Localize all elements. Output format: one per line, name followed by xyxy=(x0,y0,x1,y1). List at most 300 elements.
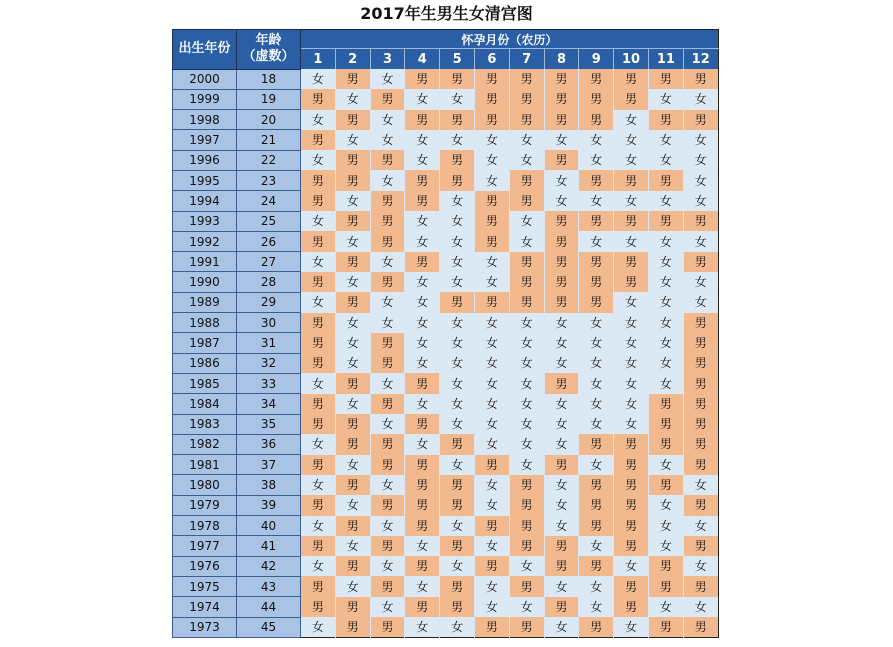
birth-year-cell: 1992 xyxy=(173,231,237,251)
boy-cell: 男 xyxy=(683,536,718,556)
age-cell: 29 xyxy=(237,292,301,312)
boy-cell: 男 xyxy=(440,292,475,312)
boy-cell: 男 xyxy=(474,617,509,637)
girl-cell: 女 xyxy=(440,191,475,211)
age-cell: 27 xyxy=(237,252,301,272)
girl-cell: 女 xyxy=(614,150,649,170)
girl-cell: 女 xyxy=(544,130,579,150)
girl-cell: 女 xyxy=(405,617,440,637)
boy-cell: 男 xyxy=(474,89,509,109)
girl-cell: 女 xyxy=(509,556,544,576)
boy-cell: 男 xyxy=(301,353,336,373)
girl-cell: 女 xyxy=(683,150,718,170)
boy-cell: 男 xyxy=(405,252,440,272)
boy-cell: 男 xyxy=(440,110,475,130)
boy-cell: 男 xyxy=(405,373,440,393)
age-cell: 40 xyxy=(237,516,301,536)
girl-cell: 女 xyxy=(683,89,718,109)
boy-cell: 男 xyxy=(544,272,579,292)
boy-cell: 男 xyxy=(648,110,683,130)
girl-cell: 女 xyxy=(301,617,336,637)
month-header-cell: 2 xyxy=(335,49,370,70)
girl-cell: 女 xyxy=(544,495,579,515)
girl-cell: 女 xyxy=(648,313,683,333)
age-cell: 21 xyxy=(237,130,301,150)
boy-cell: 男 xyxy=(440,536,475,556)
boy-cell: 男 xyxy=(440,170,475,190)
girl-cell: 女 xyxy=(509,130,544,150)
girl-cell: 女 xyxy=(579,597,614,617)
boy-cell: 男 xyxy=(648,576,683,596)
boy-cell: 男 xyxy=(683,373,718,393)
girl-cell: 女 xyxy=(509,434,544,454)
girl-cell: 女 xyxy=(405,292,440,312)
girl-cell: 女 xyxy=(440,516,475,536)
birth-year-cell: 1976 xyxy=(173,556,237,576)
boy-cell: 男 xyxy=(301,597,336,617)
girl-cell: 女 xyxy=(474,130,509,150)
boy-cell: 男 xyxy=(509,617,544,637)
boy-cell: 男 xyxy=(370,231,405,251)
boy-cell: 男 xyxy=(370,536,405,556)
table-row xyxy=(173,292,719,312)
boy-cell: 男 xyxy=(509,191,544,211)
boy-cell: 男 xyxy=(648,211,683,231)
boy-cell: 男 xyxy=(544,536,579,556)
girl-cell: 女 xyxy=(544,434,579,454)
girl-cell: 女 xyxy=(544,576,579,596)
boy-cell: 男 xyxy=(405,414,440,434)
birth-year-cell: 1980 xyxy=(173,475,237,495)
boy-cell: 男 xyxy=(683,110,718,130)
boy-cell: 男 xyxy=(509,536,544,556)
birth-year-cell: 1999 xyxy=(173,89,237,109)
boy-cell: 男 xyxy=(614,495,649,515)
girl-cell: 女 xyxy=(440,272,475,292)
girl-cell: 女 xyxy=(614,617,649,637)
boy-cell: 男 xyxy=(614,211,649,231)
girl-cell: 女 xyxy=(509,353,544,373)
boy-cell: 男 xyxy=(648,617,683,637)
boy-cell: 男 xyxy=(509,110,544,130)
girl-cell: 女 xyxy=(440,252,475,272)
boy-cell: 男 xyxy=(474,292,509,312)
girl-cell: 女 xyxy=(509,414,544,434)
girl-cell: 女 xyxy=(683,597,718,617)
girl-cell: 女 xyxy=(579,576,614,596)
birth-year-cell: 1990 xyxy=(173,272,237,292)
girl-cell: 女 xyxy=(370,313,405,333)
girl-cell: 女 xyxy=(301,475,336,495)
girl-cell: 女 xyxy=(405,576,440,596)
boy-cell: 男 xyxy=(440,495,475,515)
birth-year-cell: 1986 xyxy=(173,353,237,373)
girl-cell: 女 xyxy=(614,130,649,150)
boy-cell: 男 xyxy=(335,211,370,231)
girl-cell: 女 xyxy=(440,333,475,353)
girl-cell: 女 xyxy=(648,495,683,515)
boy-cell: 男 xyxy=(614,597,649,617)
girl-cell: 女 xyxy=(648,272,683,292)
girl-cell: 女 xyxy=(301,516,336,536)
boy-cell: 男 xyxy=(509,576,544,596)
boy-cell: 男 xyxy=(544,231,579,251)
month-header-cell: 8 xyxy=(544,49,579,70)
girl-cell: 女 xyxy=(683,170,718,190)
age-cell: 37 xyxy=(237,455,301,475)
table-row xyxy=(173,313,719,333)
girl-cell: 女 xyxy=(544,475,579,495)
boy-cell: 男 xyxy=(614,272,649,292)
boy-cell: 男 xyxy=(509,170,544,190)
boy-cell: 男 xyxy=(301,89,336,109)
girl-cell: 女 xyxy=(440,231,475,251)
girl-cell: 女 xyxy=(440,394,475,414)
boy-cell: 男 xyxy=(335,475,370,495)
age-cell: 44 xyxy=(237,597,301,617)
header-age-line1: 年龄 xyxy=(255,33,282,49)
girl-cell: 女 xyxy=(474,414,509,434)
girl-cell: 女 xyxy=(440,455,475,475)
boy-cell: 男 xyxy=(579,69,614,89)
girl-cell: 女 xyxy=(544,313,579,333)
boy-cell: 男 xyxy=(614,516,649,536)
girl-cell: 女 xyxy=(474,170,509,190)
boy-cell: 男 xyxy=(335,434,370,454)
girl-cell: 女 xyxy=(405,434,440,454)
boy-cell: 男 xyxy=(440,69,475,89)
girl-cell: 女 xyxy=(579,373,614,393)
table-row xyxy=(173,130,719,150)
girl-cell: 女 xyxy=(648,373,683,393)
age-cell: 39 xyxy=(237,495,301,515)
boy-cell: 男 xyxy=(474,211,509,231)
boy-cell: 男 xyxy=(683,313,718,333)
boy-cell: 男 xyxy=(614,89,649,109)
age-cell: 35 xyxy=(237,414,301,434)
girl-cell: 女 xyxy=(474,536,509,556)
girl-cell: 女 xyxy=(648,130,683,150)
girl-cell: 女 xyxy=(474,495,509,515)
table-row xyxy=(173,191,719,211)
boy-cell: 男 xyxy=(544,373,579,393)
boy-cell: 男 xyxy=(614,434,649,454)
birth-year-cell: 1989 xyxy=(173,292,237,312)
age-cell: 22 xyxy=(237,150,301,170)
boy-cell: 男 xyxy=(614,576,649,596)
girl-cell: 女 xyxy=(335,89,370,109)
girl-cell: 女 xyxy=(544,333,579,353)
girl-cell: 女 xyxy=(614,556,649,576)
girl-cell: 女 xyxy=(648,353,683,373)
table-row xyxy=(173,89,719,109)
boy-cell: 男 xyxy=(370,576,405,596)
gender-prediction-table xyxy=(172,29,719,638)
girl-cell: 女 xyxy=(370,252,405,272)
girl-cell: 女 xyxy=(370,130,405,150)
girl-cell: 女 xyxy=(509,333,544,353)
age-cell: 20 xyxy=(237,110,301,130)
boy-cell: 男 xyxy=(474,516,509,536)
boy-cell: 男 xyxy=(614,170,649,190)
boy-cell: 男 xyxy=(648,475,683,495)
table-row xyxy=(173,556,719,576)
girl-cell: 女 xyxy=(648,516,683,536)
age-cell: 19 xyxy=(237,89,301,109)
age-cell: 25 xyxy=(237,211,301,231)
table-row xyxy=(173,333,719,353)
boy-cell: 男 xyxy=(405,495,440,515)
table-row xyxy=(173,495,719,515)
boy-cell: 男 xyxy=(544,211,579,231)
birth-year-cell: 1985 xyxy=(173,373,237,393)
boy-cell: 男 xyxy=(335,150,370,170)
girl-cell: 女 xyxy=(370,516,405,536)
girl-cell: 女 xyxy=(474,150,509,170)
boy-cell: 男 xyxy=(440,434,475,454)
boy-cell: 男 xyxy=(301,455,336,475)
table-row xyxy=(173,434,719,454)
girl-cell: 女 xyxy=(579,333,614,353)
birth-year-cell: 1973 xyxy=(173,617,237,637)
boy-cell: 男 xyxy=(683,211,718,231)
birth-year-cell: 1974 xyxy=(173,597,237,617)
boy-cell: 男 xyxy=(301,495,336,515)
header-birth-year: 出生年份 xyxy=(173,30,237,70)
girl-cell: 女 xyxy=(440,89,475,109)
girl-cell: 女 xyxy=(405,211,440,231)
boy-cell: 男 xyxy=(579,252,614,272)
girl-cell: 女 xyxy=(301,434,336,454)
girl-cell: 女 xyxy=(579,191,614,211)
boy-cell: 男 xyxy=(509,272,544,292)
girl-cell: 女 xyxy=(579,455,614,475)
girl-cell: 女 xyxy=(370,556,405,576)
girl-cell: 女 xyxy=(301,150,336,170)
boy-cell: 男 xyxy=(301,130,336,150)
girl-cell: 女 xyxy=(614,292,649,312)
girl-cell: 女 xyxy=(544,516,579,536)
girl-cell: 女 xyxy=(370,292,405,312)
boy-cell: 男 xyxy=(509,252,544,272)
girl-cell: 女 xyxy=(405,130,440,150)
girl-cell: 女 xyxy=(579,414,614,434)
boy-cell: 男 xyxy=(370,89,405,109)
girl-cell: 女 xyxy=(579,313,614,333)
birth-year-cell: 1995 xyxy=(173,170,237,190)
birth-year-cell: 1975 xyxy=(173,576,237,596)
boy-cell: 男 xyxy=(544,556,579,576)
boy-cell: 男 xyxy=(648,69,683,89)
boy-cell: 男 xyxy=(440,475,475,495)
table-row xyxy=(173,414,719,434)
table-row xyxy=(173,516,719,536)
girl-cell: 女 xyxy=(301,69,336,89)
boy-cell: 男 xyxy=(474,110,509,130)
girl-cell: 女 xyxy=(509,597,544,617)
age-cell: 42 xyxy=(237,556,301,576)
girl-cell: 女 xyxy=(683,292,718,312)
table-body xyxy=(173,69,719,637)
header-age-line2: （虚数） xyxy=(242,49,295,65)
girl-cell: 女 xyxy=(683,556,718,576)
boy-cell: 男 xyxy=(370,353,405,373)
boy-cell: 男 xyxy=(579,110,614,130)
boy-cell: 男 xyxy=(405,475,440,495)
girl-cell: 女 xyxy=(579,394,614,414)
girl-cell: 女 xyxy=(335,353,370,373)
boy-cell: 男 xyxy=(301,313,336,333)
girl-cell: 女 xyxy=(683,516,718,536)
boy-cell: 男 xyxy=(683,617,718,637)
girl-cell: 女 xyxy=(405,89,440,109)
boy-cell: 男 xyxy=(614,536,649,556)
birth-year-cell: 1991 xyxy=(173,252,237,272)
girl-cell: 女 xyxy=(405,536,440,556)
boy-cell: 男 xyxy=(370,191,405,211)
girl-cell: 女 xyxy=(440,130,475,150)
boy-cell: 男 xyxy=(474,455,509,475)
girl-cell: 女 xyxy=(370,414,405,434)
boy-cell: 男 xyxy=(509,292,544,312)
girl-cell: 女 xyxy=(648,292,683,312)
age-cell: 32 xyxy=(237,353,301,373)
girl-cell: 女 xyxy=(370,475,405,495)
birth-year-cell: 1981 xyxy=(173,455,237,475)
girl-cell: 女 xyxy=(614,110,649,130)
girl-cell: 女 xyxy=(440,617,475,637)
boy-cell: 男 xyxy=(335,252,370,272)
month-header-cell: 10 xyxy=(614,49,649,70)
girl-cell: 女 xyxy=(301,556,336,576)
boy-cell: 男 xyxy=(683,394,718,414)
boy-cell: 男 xyxy=(579,475,614,495)
girl-cell: 女 xyxy=(509,394,544,414)
boy-cell: 男 xyxy=(544,69,579,89)
age-cell: 41 xyxy=(237,536,301,556)
birth-year-cell: 1977 xyxy=(173,536,237,556)
boy-cell: 男 xyxy=(544,455,579,475)
table-row xyxy=(173,150,719,170)
girl-cell: 女 xyxy=(335,455,370,475)
boy-cell: 男 xyxy=(474,69,509,89)
girl-cell: 女 xyxy=(648,89,683,109)
girl-cell: 女 xyxy=(440,556,475,576)
boy-cell: 男 xyxy=(648,170,683,190)
month-header-cell: 1 xyxy=(301,49,336,70)
girl-cell: 女 xyxy=(648,231,683,251)
girl-cell: 女 xyxy=(614,414,649,434)
boy-cell: 男 xyxy=(370,455,405,475)
girl-cell: 女 xyxy=(579,150,614,170)
boy-cell: 男 xyxy=(474,191,509,211)
boy-cell: 男 xyxy=(301,414,336,434)
girl-cell: 女 xyxy=(335,231,370,251)
girl-cell: 女 xyxy=(648,455,683,475)
girl-cell: 女 xyxy=(335,495,370,515)
boy-cell: 男 xyxy=(683,414,718,434)
girl-cell: 女 xyxy=(301,373,336,393)
girl-cell: 女 xyxy=(335,272,370,292)
boy-cell: 男 xyxy=(301,170,336,190)
boy-cell: 男 xyxy=(405,556,440,576)
table-row xyxy=(173,475,719,495)
table-row xyxy=(173,211,719,231)
girl-cell: 女 xyxy=(474,333,509,353)
table-row xyxy=(173,373,719,393)
girl-cell: 女 xyxy=(509,211,544,231)
girl-cell: 女 xyxy=(301,252,336,272)
girl-cell: 女 xyxy=(614,353,649,373)
boy-cell: 男 xyxy=(509,69,544,89)
age-cell: 43 xyxy=(237,576,301,596)
birth-year-cell: 2000 xyxy=(173,69,237,89)
girl-cell: 女 xyxy=(370,170,405,190)
girl-cell: 女 xyxy=(614,191,649,211)
page-title: 2017年生男生女清宫图 xyxy=(360,4,533,23)
boy-cell: 男 xyxy=(544,597,579,617)
girl-cell: 女 xyxy=(683,130,718,150)
girl-cell: 女 xyxy=(335,191,370,211)
table-row xyxy=(173,455,719,475)
boy-cell: 男 xyxy=(370,272,405,292)
boy-cell: 男 xyxy=(614,252,649,272)
boy-cell: 男 xyxy=(405,455,440,475)
boy-cell: 男 xyxy=(579,516,614,536)
girl-cell: 女 xyxy=(544,394,579,414)
month-header-cell: 9 xyxy=(579,49,614,70)
girl-cell: 女 xyxy=(474,394,509,414)
girl-cell: 女 xyxy=(648,252,683,272)
age-cell: 23 xyxy=(237,170,301,190)
table-row xyxy=(173,617,719,637)
girl-cell: 女 xyxy=(544,414,579,434)
table-row xyxy=(173,252,719,272)
girl-cell: 女 xyxy=(648,333,683,353)
boy-cell: 男 xyxy=(370,211,405,231)
boy-cell: 男 xyxy=(614,69,649,89)
girl-cell: 女 xyxy=(405,333,440,353)
boy-cell: 男 xyxy=(370,617,405,637)
boy-cell: 男 xyxy=(509,516,544,536)
month-header-cell: 5 xyxy=(440,49,475,70)
boy-cell: 男 xyxy=(579,292,614,312)
girl-cell: 女 xyxy=(440,211,475,231)
girl-cell: 女 xyxy=(370,597,405,617)
boy-cell: 男 xyxy=(579,617,614,637)
boy-cell: 男 xyxy=(683,333,718,353)
girl-cell: 女 xyxy=(370,69,405,89)
table-row xyxy=(173,110,719,130)
boy-cell: 男 xyxy=(579,556,614,576)
month-header-cell: 3 xyxy=(370,49,405,70)
girl-cell: 女 xyxy=(474,353,509,373)
age-cell: 24 xyxy=(237,191,301,211)
boy-cell: 男 xyxy=(301,536,336,556)
month-header-cell: 12 xyxy=(683,49,718,70)
boy-cell: 男 xyxy=(301,231,336,251)
age-cell: 30 xyxy=(237,313,301,333)
girl-cell: 女 xyxy=(648,597,683,617)
table-row xyxy=(173,536,719,556)
girl-cell: 女 xyxy=(405,353,440,373)
boy-cell: 男 xyxy=(683,495,718,515)
girl-cell: 女 xyxy=(544,191,579,211)
girl-cell: 女 xyxy=(405,313,440,333)
age-cell: 26 xyxy=(237,231,301,251)
table-row xyxy=(173,69,719,89)
girl-cell: 女 xyxy=(474,576,509,596)
